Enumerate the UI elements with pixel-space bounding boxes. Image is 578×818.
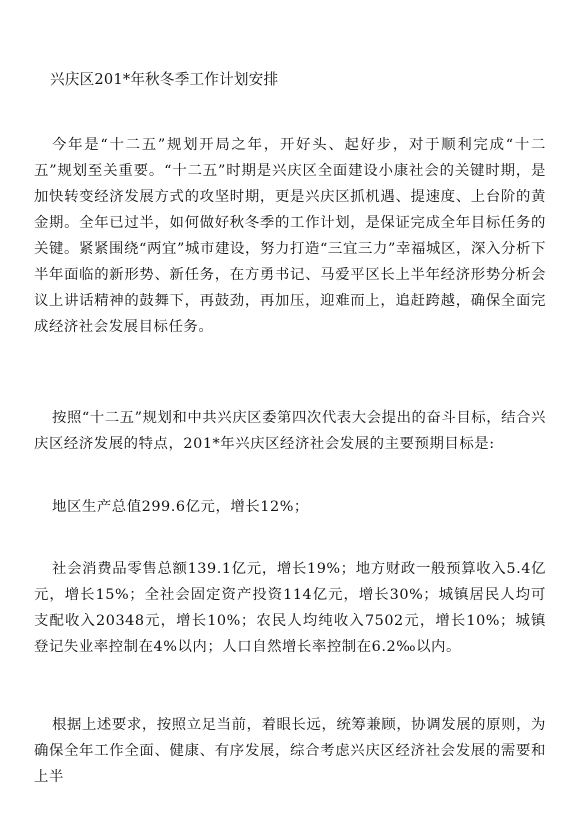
paragraph-intro: 今年是“十二五”规划开局之年，开好头、起好步，对于顺利完成“十二五”规划至关重要。“十二五”时期是兴庆区全面建设小康社会的关键时期，是加快转变经济发展方式的攻坚时期，更是兴庆区抓机遇、提速度、上台阶的黄金期。全年已过半，如何做好秋冬季的工作计划，是保证完成全年目标任务的关键。紧紧围绕“两宜”城市建设，努力打造“三宜三力”幸福城区，深入分析下半年面临的新形势、新任务，在方勇书记、马爱平区长上半年经济形势分析会议上讲话精神的鼓舞下，再鼓劲，再加压，迎难而上，追赶跨越，确保全面完成经济社会发展目标任务。 [34,137,546,335]
paragraph-indicator-targets: 社会消费品零售总额139.1亿元，增长19%；地方财政一般预算收入5.4亿元，增长15%；全社会固定资产投资114亿元，增长30%；城镇居民人均可支配收入20348元，增长10%；农民人均纯收入7502元，增长10%；城镇登记失业率控制在4%以内；人口自然增长率控制在6.2‰以内。 [34,561,546,655]
paragraph-targets-intro: 按照“十二五”规划和中共兴庆区委第四次代表大会提出的奋斗目标，结合兴庆区经济发展的特点，201*年兴庆区经济社会发展的主要预期目标是: [34,410,546,452]
paragraph-principles: 根据上述要求，按照立足当前，着眼长远，统筹兼顾，协调发展的原则，为确保全年工作全面、健康、有序发展，综合考虑兴庆区经济社会发展的需要和上半 [34,717,546,785]
paragraph-gdp-target: 地区生产总值299.6亿元，增长12%； [52,499,309,515]
document-title: 兴庆区201*年秋冬季工作计划安排 [50,71,279,88]
